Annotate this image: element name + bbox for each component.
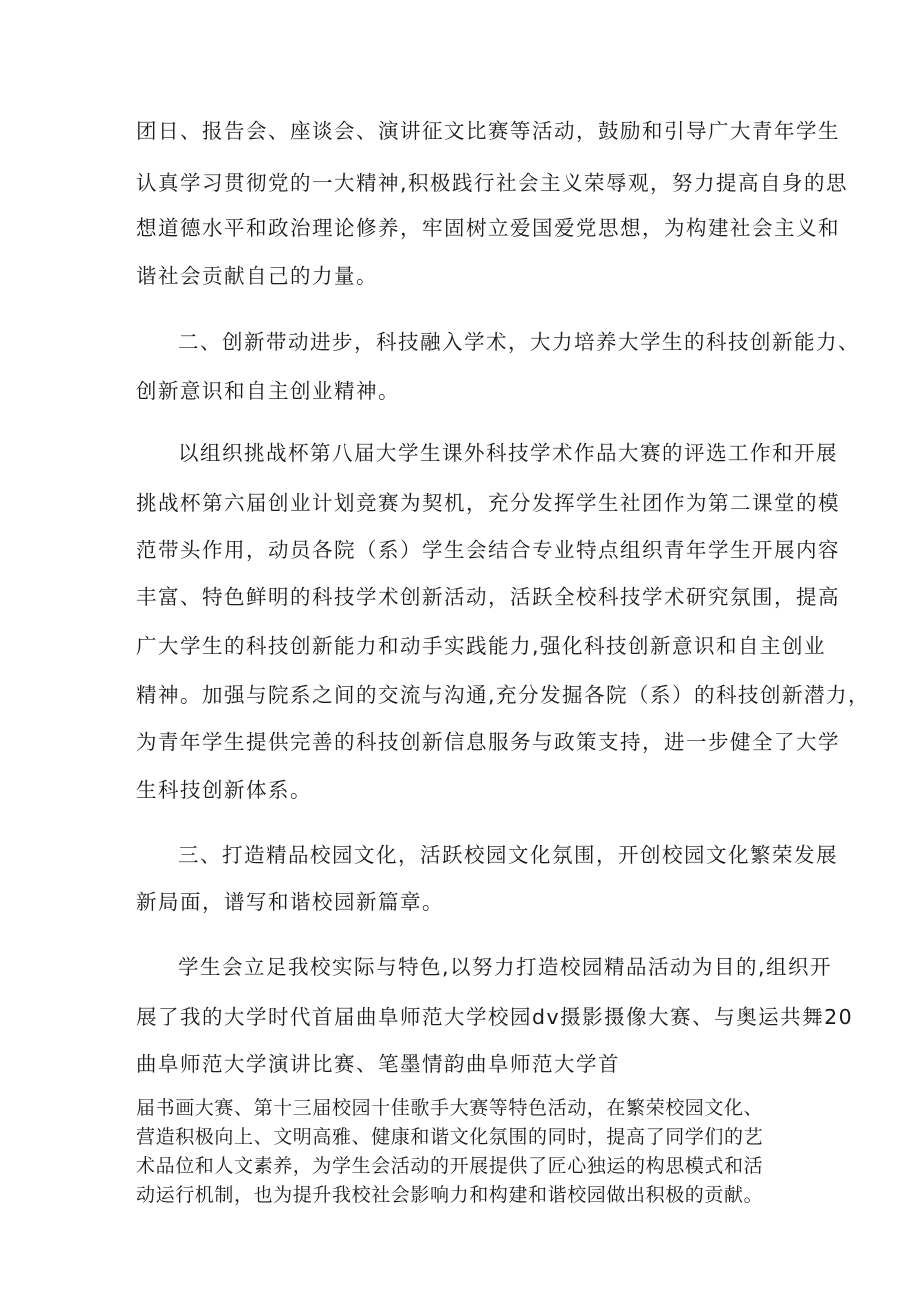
text-line: 新局面，谱写和谐校园新篇章。 [136,890,444,914]
text-line: 届书画大赛、第十三届校园十佳歌手大赛等特色活动，在繁荣校园文化、 [136,1097,764,1119]
text-line: 范带头作用，动员各院（系）学生会结合专业特点组织青年学生开展内容 [136,538,840,562]
text-line: 创新意识和自主创业精神。 [136,379,400,403]
text-line: 展了我的大学时代首届曲阜师范大学校园dv摄影摄像大赛、与奥运共舞20 [136,1005,854,1029]
text-line: 谐社会贡献自己的力量。 [136,264,378,288]
text-line: 为青年学生提供完善的科技创新信息服务与政策支持，进一步健全了大学 [136,730,840,754]
text-line: 三、打造精品校园文化，活跃校园文化氛围，开创校园文化繁荣发展 [178,843,838,867]
text-line: 营造积极向上、文明高雅、健康和谐文化氛围的同时，提高了同学们的艺 [136,1126,764,1148]
text-line: 想道德水平和政治理论修养，牢固树立爱国爱党思想，为构建社会主义和 [136,216,840,240]
text-line: 生科技创新体系。 [136,778,312,802]
text-line: 精神。加强与院系之间的交流与沟通,充分发掘各院（系）的科技创新潜力， [136,683,871,707]
text-line: 认真学习贯彻党的一大精神,积极践行社会主义荣辱观，努力提高自身的思 [136,171,849,195]
text-line: 二、创新带动进步，科技融入学术，大力培养大学生的科技创新能力、 [178,330,860,354]
text-line: 挑战杯第六届创业计划竞赛为契机，充分发挥学生社团作为第二课堂的模 [136,491,840,515]
text-line: 广大学生的科技创新能力和动手实践能力,强化科技创新意识和自主创业 [136,634,827,658]
text-line: 动运行机制，也为提升我校社会影响力和构建和谐校园做出积极的贡献。 [136,1184,764,1206]
text-line: 曲阜师范大学演讲比赛、笔墨情韵曲阜师范大学首 [136,1052,620,1076]
text-line: 团日、报告会、座谈会、演讲征文比赛等活动，鼓励和引导广大青年学生 [136,119,840,143]
text-line: 丰富、特色鲜明的科技学术创新活动，活跃全校科技学术研究氛围，提高 [136,585,840,609]
text-line: 学生会立足我校实际与特色,以努力打造校园精品活动为目的,组织开 [178,955,833,979]
text-line: 术品位和人文素养，为学生会活动的开展提供了匠心独运的构思模式和活 [136,1155,764,1177]
text-line: 以组织挑战杯第八届大学生课外科技学术作品大赛的评选工作和开展 [178,441,838,465]
